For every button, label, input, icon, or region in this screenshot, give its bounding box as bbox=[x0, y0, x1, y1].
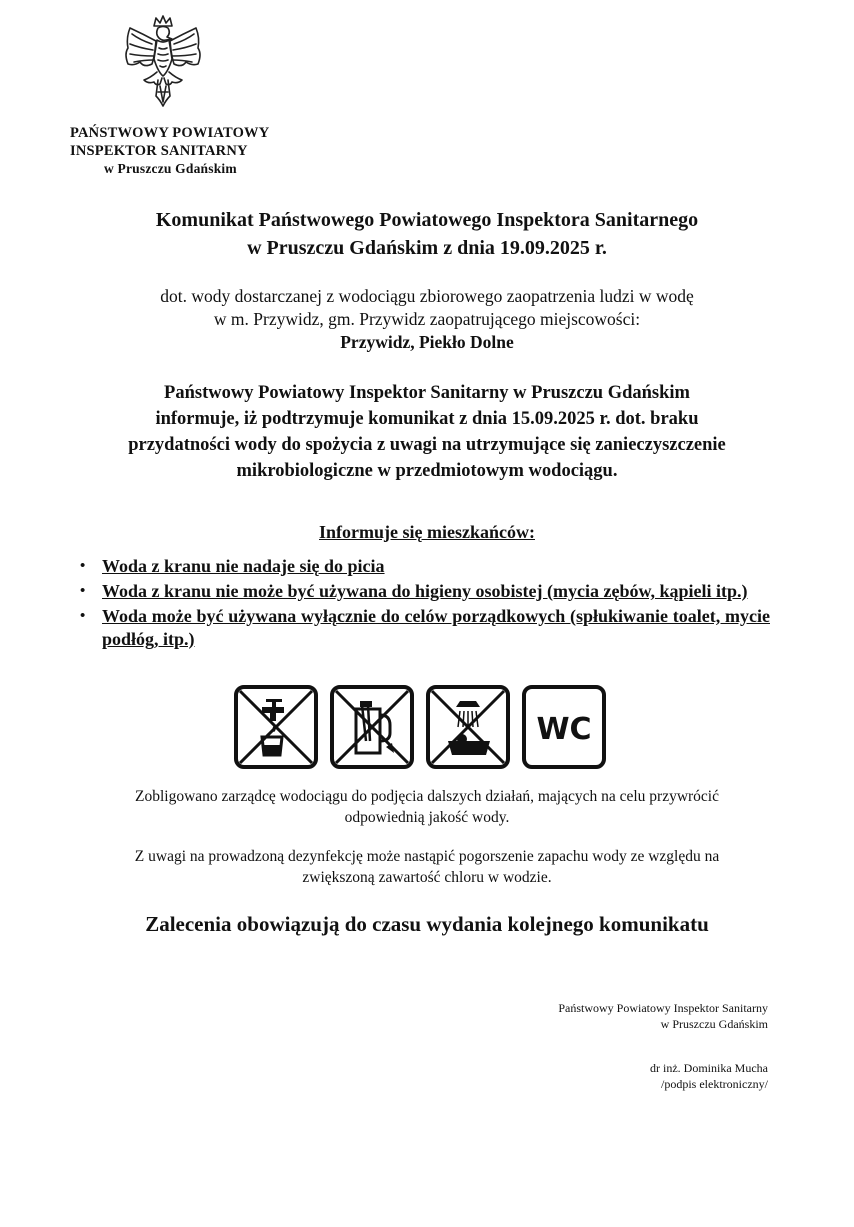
inform-line-3: przydatności wody do spożycia z uwagi na utrzymujące się zanieczyszczenie bbox=[128, 435, 726, 455]
inform-line-2: informuje, iż podtrzymuje komunikat z dnia 15.09.2025 r. dot. braku bbox=[155, 409, 699, 429]
localities: Przywidz, Piekło Dolne bbox=[340, 332, 514, 352]
signature-office-line-2: w Pruszczu Gdańskim bbox=[660, 1017, 768, 1031]
obligation-line-2: odpowiednią jakość wody. bbox=[344, 809, 510, 826]
wc-label: WC bbox=[536, 712, 592, 747]
bullet-icon: • bbox=[80, 558, 86, 574]
disinfection-notice bbox=[40, 846, 814, 888]
disinfection-line-1: Z uwagi na prowadzoną dezynfekcję może nastąpić pogorszenie zapachu wody ze względu na bbox=[134, 848, 720, 865]
eagle-emblem-icon bbox=[118, 14, 208, 110]
issuer-header bbox=[70, 124, 269, 178]
issuer-line-2: INSPEKTOR SANITARNY bbox=[70, 143, 248, 159]
residents-heading: Informuje się mieszkańców: bbox=[319, 522, 535, 542]
no-drinking-icon bbox=[232, 683, 320, 771]
rules-list bbox=[78, 555, 770, 653]
rule-cleaning-only: Woda może być używana wyłącznie do celów porządkowych (spłukiwanie toalet, mycie podłóg, itp.) bbox=[102, 606, 770, 649]
pictogram-row bbox=[232, 683, 612, 771]
rule-no-hygiene: Woda z kranu nie może być używana do higieny osobistej (mycia zębów, kąpieli itp.) bbox=[102, 581, 748, 601]
rule-no-drinking: Woda z kranu nie nadaje się do picia bbox=[102, 556, 385, 576]
list-item bbox=[78, 555, 770, 578]
bullet-icon: • bbox=[80, 583, 86, 599]
list-item bbox=[78, 580, 770, 603]
bullet-icon: • bbox=[80, 608, 86, 624]
title-line-1: Komunikat Państwowego Powiatowego Inspektora Sanitarnego bbox=[155, 209, 699, 231]
concern-line-1: dot. wody dostarczanej z wodociągu zbiorowego zaopatrzenia ludzi w wodę bbox=[160, 286, 694, 306]
inform-line-1: Państwowy Powiatowy Inspektor Sanitarny w Pruszczu Gdańskim bbox=[164, 383, 690, 403]
signature-office-line-1: Państwowy Powiatowy Inspektor Sanitarny bbox=[558, 1001, 768, 1015]
obligation-line-1: Zobligowano zarządcę wodociągu do podjęcia dalszych działań, mających na celu przywrócić bbox=[135, 788, 719, 805]
obligation-notice bbox=[40, 786, 814, 828]
concern-paragraph bbox=[40, 285, 814, 354]
concern-line-2: w m. Przywidz, gm. Przywidz zaopatrującego miejscowości: bbox=[213, 309, 641, 329]
inform-line-4: mikrobiologiczne w przedmiotowym wodociągu. bbox=[236, 461, 618, 481]
wc-icon bbox=[520, 683, 608, 771]
signature-note: /podpis elektroniczny/ bbox=[661, 1077, 768, 1091]
page-title bbox=[40, 206, 814, 262]
signature-spacer bbox=[558, 1032, 768, 1060]
inform-paragraph bbox=[60, 380, 794, 484]
no-toothbrushing-icon bbox=[328, 683, 416, 771]
signature-name: dr inż. Dominika Mucha bbox=[650, 1061, 768, 1075]
signature-block bbox=[558, 1000, 768, 1092]
closing-statement: Zalecenia obowiązują do czasu wydania kolejnego komunikatu bbox=[145, 912, 709, 936]
title-line-2: w Pruszczu Gdańskim z dnia 19.09.2025 r. bbox=[247, 237, 607, 259]
list-item bbox=[78, 605, 770, 651]
issuer-line-3: w Pruszczu Gdańskim bbox=[104, 161, 237, 176]
issuer-line-1: PAŃSTWOWY POWIATOWY bbox=[70, 125, 270, 141]
disinfection-line-2: zwiększoną zawartość chloru w wodzie. bbox=[302, 869, 552, 886]
no-bathing-icon bbox=[424, 683, 512, 771]
